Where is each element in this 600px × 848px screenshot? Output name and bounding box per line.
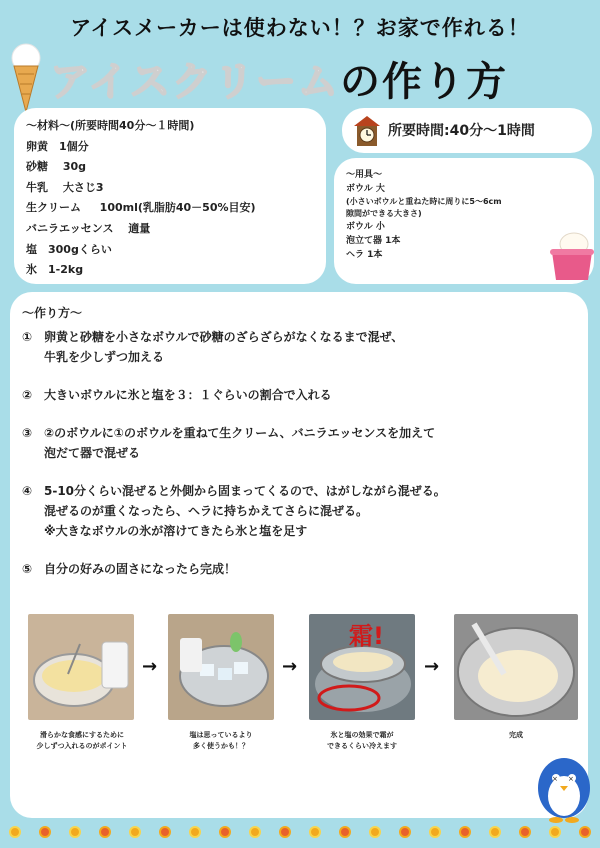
tool-item: 泡立て器 1本 — [346, 236, 401, 246]
caption-line: 塩は思っているより — [189, 731, 253, 739]
photo-ice-salt — [168, 614, 274, 720]
material-item: 氷 1-2kg — [26, 263, 84, 277]
tool-item: 隙間ができる大きさ) — [346, 209, 422, 218]
step-text: 自分の好みの固さになったら完成！ — [44, 562, 237, 576]
photo-caption — [151, 730, 291, 752]
tool-item: (小さいボウルと重ねた時に周りに5〜6cm — [346, 197, 502, 206]
penguin-mascot-icon — [532, 744, 596, 824]
flower-icon — [129, 826, 141, 838]
step-4-line-1 — [22, 481, 576, 501]
flower-icon — [399, 826, 411, 838]
tools-heading: 〜用具〜 — [346, 170, 383, 180]
caption-line: できるくらい冷えます — [327, 742, 397, 750]
flower-icon — [249, 826, 261, 838]
step-text: 混ぜるのが重くなったら、ヘラに持ちかえてさらに混ぜる。 — [44, 504, 369, 518]
step-text: 大きいボウルに氷と塩を３：１ぐらいの割合で入れる — [44, 388, 332, 402]
material-item: 牛乳 大さじ3 — [26, 180, 104, 194]
time-card — [342, 108, 592, 153]
arrow-icon: → — [282, 656, 298, 677]
tool-item: ヘラ 1本 — [346, 250, 383, 260]
flower-icon — [339, 826, 351, 838]
step-text: 5-10分くらい混ぜると外側から固まってくるので、はがしながら混ぜる。 — [44, 484, 446, 498]
main-title — [50, 50, 508, 107]
step-number: ③ — [22, 426, 33, 440]
flower-border — [0, 824, 600, 840]
photo-mixing — [28, 614, 134, 720]
time-text: 所要時間:40分〜1時間 — [388, 123, 535, 139]
step-number: ① — [22, 330, 33, 344]
flower-icon — [489, 826, 501, 838]
step-text: 卵黄と砂糖を小さなボウルで砂糖のざらざらがなくなるまで混ぜ、 — [44, 330, 404, 344]
steps-heading: 〜作り方〜 — [22, 306, 83, 320]
step-text: 牛乳を少しずつ加える — [44, 350, 165, 364]
main-title-outline: アイスクリーム — [50, 59, 340, 105]
flower-icon — [429, 826, 441, 838]
caption-line: 多く使うかも！？ — [193, 742, 249, 750]
caption-line: 完成 — [509, 731, 523, 739]
step-number: ② — [22, 388, 33, 402]
step-4-line-2 — [22, 501, 576, 521]
step-number: ⑤ — [22, 562, 33, 576]
flower-icon — [9, 826, 21, 838]
step-1-line-2 — [22, 347, 576, 367]
caption-line: 氷と塩の効果で霜が — [330, 731, 394, 739]
material-item: バニラエッセンス 適量 — [26, 221, 151, 235]
steps-card — [10, 292, 588, 818]
tool-item: ボウル 小 — [346, 222, 385, 232]
flower-icon — [519, 826, 531, 838]
step-text: 泡だて器で混ぜる — [44, 446, 141, 460]
photo-caption — [292, 730, 432, 752]
step-1-line-1 — [22, 327, 576, 347]
flower-icon — [459, 826, 471, 838]
flower-icon — [279, 826, 291, 838]
flower-icon — [159, 826, 171, 838]
step-3-line-2 — [22, 443, 576, 463]
step-number: ④ — [22, 484, 33, 498]
material-item: 卵黄 1個分 — [26, 139, 89, 153]
flower-icon — [99, 826, 111, 838]
ice-cream-cup-icon — [548, 230, 596, 282]
material-item: 生クリーム 100ml(乳脂肪40－50%目安) — [26, 201, 256, 215]
step-text: ※大きなボウルの氷が溶けてきたら氷と塩を足す — [44, 524, 308, 538]
flower-icon — [39, 826, 51, 838]
flower-icon — [549, 826, 561, 838]
flower-icon — [369, 826, 381, 838]
photo-row — [26, 614, 586, 750]
cuckoo-clock-icon — [352, 114, 382, 148]
photo-caption — [12, 730, 152, 752]
flower-icon — [69, 826, 81, 838]
material-item: 塩 300gくらい — [26, 242, 112, 256]
svg-text:×: × — [568, 775, 574, 783]
photo-complete — [454, 614, 578, 720]
flower-icon — [219, 826, 231, 838]
flower-icon — [309, 826, 321, 838]
ice-cream-cone-icon — [8, 42, 44, 114]
top-title: アイスメーカーは使わない！？お家で作れる！ — [70, 16, 530, 40]
arrow-icon: → — [424, 656, 440, 677]
step-5-line-1 — [22, 559, 576, 579]
frost-label: 霜! — [349, 622, 384, 650]
materials-card — [14, 108, 326, 284]
arrow-icon: → — [142, 656, 158, 677]
photo-frost — [309, 614, 415, 720]
step-4-line-3 — [22, 521, 576, 541]
materials-heading: 〜材料〜(所要時間40分〜１時間) — [26, 119, 195, 132]
flower-icon — [579, 826, 591, 838]
caption-line: 少しずつ入れるのがポイント — [36, 742, 128, 750]
flower-icon — [189, 826, 201, 838]
main-title-rest: の作り方 — [340, 59, 508, 105]
step-2-line-1 — [22, 385, 576, 405]
material-item: 砂糖 30g — [26, 160, 87, 174]
step-3-line-1 — [22, 423, 576, 443]
svg-text:×: × — [552, 775, 558, 783]
photo-caption — [446, 730, 586, 741]
caption-line: 滑らかな食感にするために — [40, 731, 124, 739]
step-text: ②のボウルに①のボウルを重ねて生クリーム、バニラエッセンスを加えて — [44, 426, 436, 440]
tool-item: ボウル 大 — [346, 184, 385, 194]
